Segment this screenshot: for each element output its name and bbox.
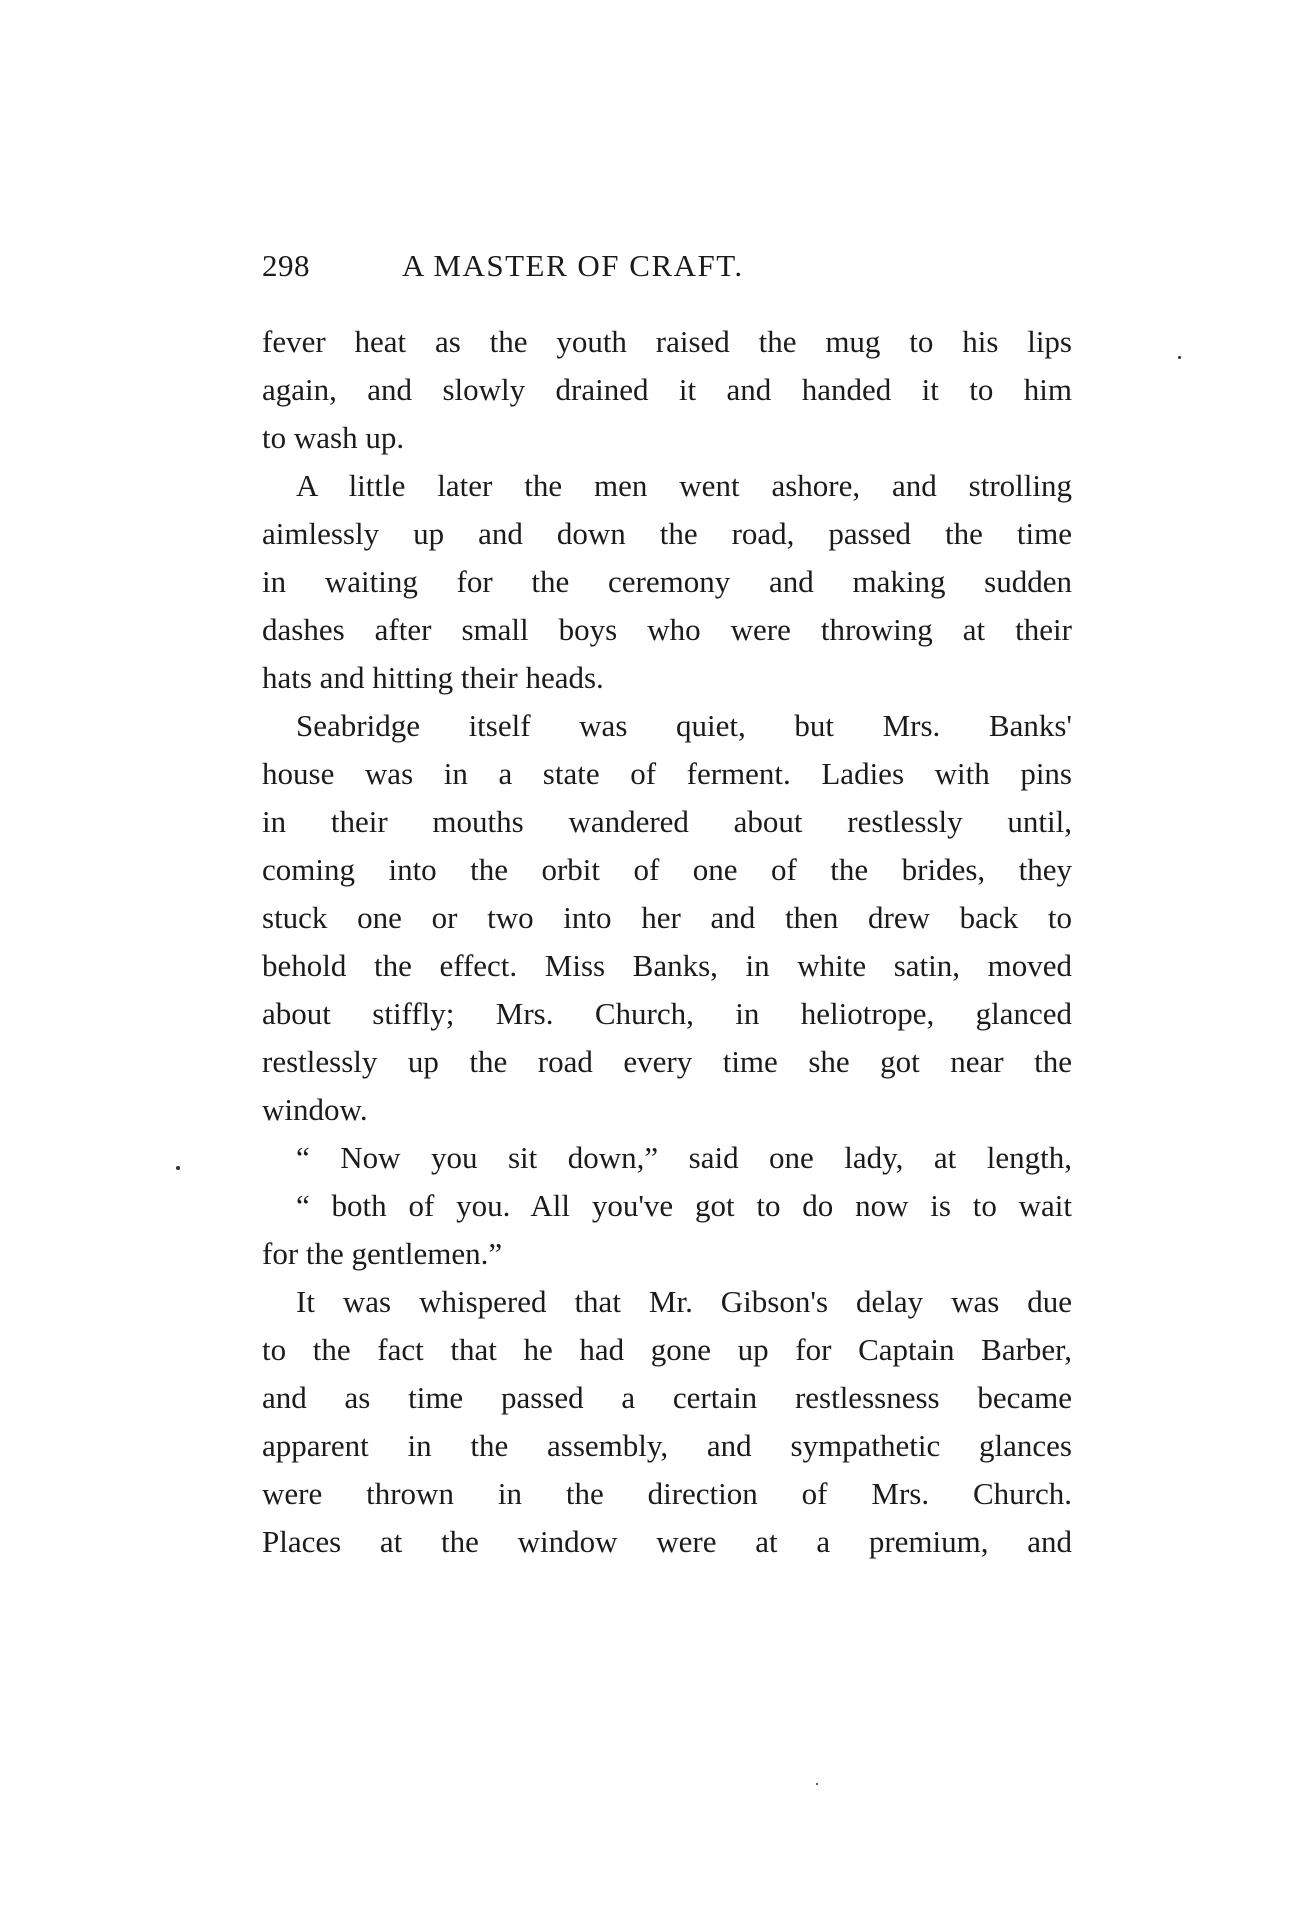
paragraph — [262, 462, 1072, 702]
scan-speck — [176, 1166, 180, 1170]
text-line: stuck one or two into her and then drew back to — [262, 900, 1072, 935]
text-line: about stiffly; Mrs. Church, in heliotrope, glanced — [262, 996, 1072, 1031]
scan-speck — [816, 1783, 818, 1785]
paragraph — [262, 318, 1072, 462]
scan-speck — [1178, 356, 1181, 359]
text-line: “ Now you sit down,” said one lady, at length, — [296, 1140, 1072, 1175]
running-title: A MASTER OF CRAFT. — [402, 248, 744, 283]
text-line: were thrown in the direction of Mrs. Church. — [262, 1476, 1072, 1511]
text-line: aimlessly up and down the road, passed the time — [262, 516, 1072, 551]
text-line: house was in a state of ferment. Ladies with pins — [262, 756, 1072, 791]
page-number: 298 — [262, 248, 310, 283]
text-line: and as time passed a certain restlessness became — [262, 1380, 1072, 1415]
text-line: to the fact that he had gone up for Captain Barber, — [262, 1332, 1072, 1367]
text-line: in waiting for the ceremony and making sudden — [262, 564, 1072, 599]
text-line: dashes after small boys who were throwing at their — [262, 612, 1072, 647]
text-line: “ both of you. All you've got to do now is to wait — [296, 1188, 1072, 1223]
text-line: restlessly up the road every time she got near the — [262, 1044, 1072, 1079]
paragraph — [262, 702, 1072, 1134]
text-line: Places at the window were at a premium, and — [262, 1524, 1072, 1559]
text-line: apparent in the assembly, and sympathetic glances — [262, 1428, 1072, 1463]
text-line: for the gentlemen.” — [262, 1236, 503, 1271]
text-line: It was whispered that Mr. Gibson's delay was due — [296, 1284, 1072, 1319]
text-line: behold the effect. Miss Banks, in white satin, moved — [262, 948, 1072, 983]
text-line: in their mouths wandered about restlessly until, — [262, 804, 1072, 839]
text-line: window. — [262, 1092, 368, 1127]
running-header — [262, 248, 1072, 292]
paragraph — [262, 1134, 1072, 1278]
text-line: Seabridge itself was quiet, but Mrs. Banks' — [296, 708, 1072, 743]
text-line: fever heat as the youth raised the mug to his lips — [262, 324, 1072, 359]
paragraph — [262, 1278, 1072, 1566]
text-line: A little later the men went ashore, and strolling — [296, 468, 1072, 503]
text-line: again, and slowly drained it and handed it to him — [262, 372, 1072, 407]
text-line: to wash up. — [262, 420, 405, 455]
body-text — [262, 318, 1072, 1566]
text-line: coming into the orbit of one of the brides, they — [262, 852, 1072, 887]
text-line: hats and hitting their heads. — [262, 660, 604, 695]
